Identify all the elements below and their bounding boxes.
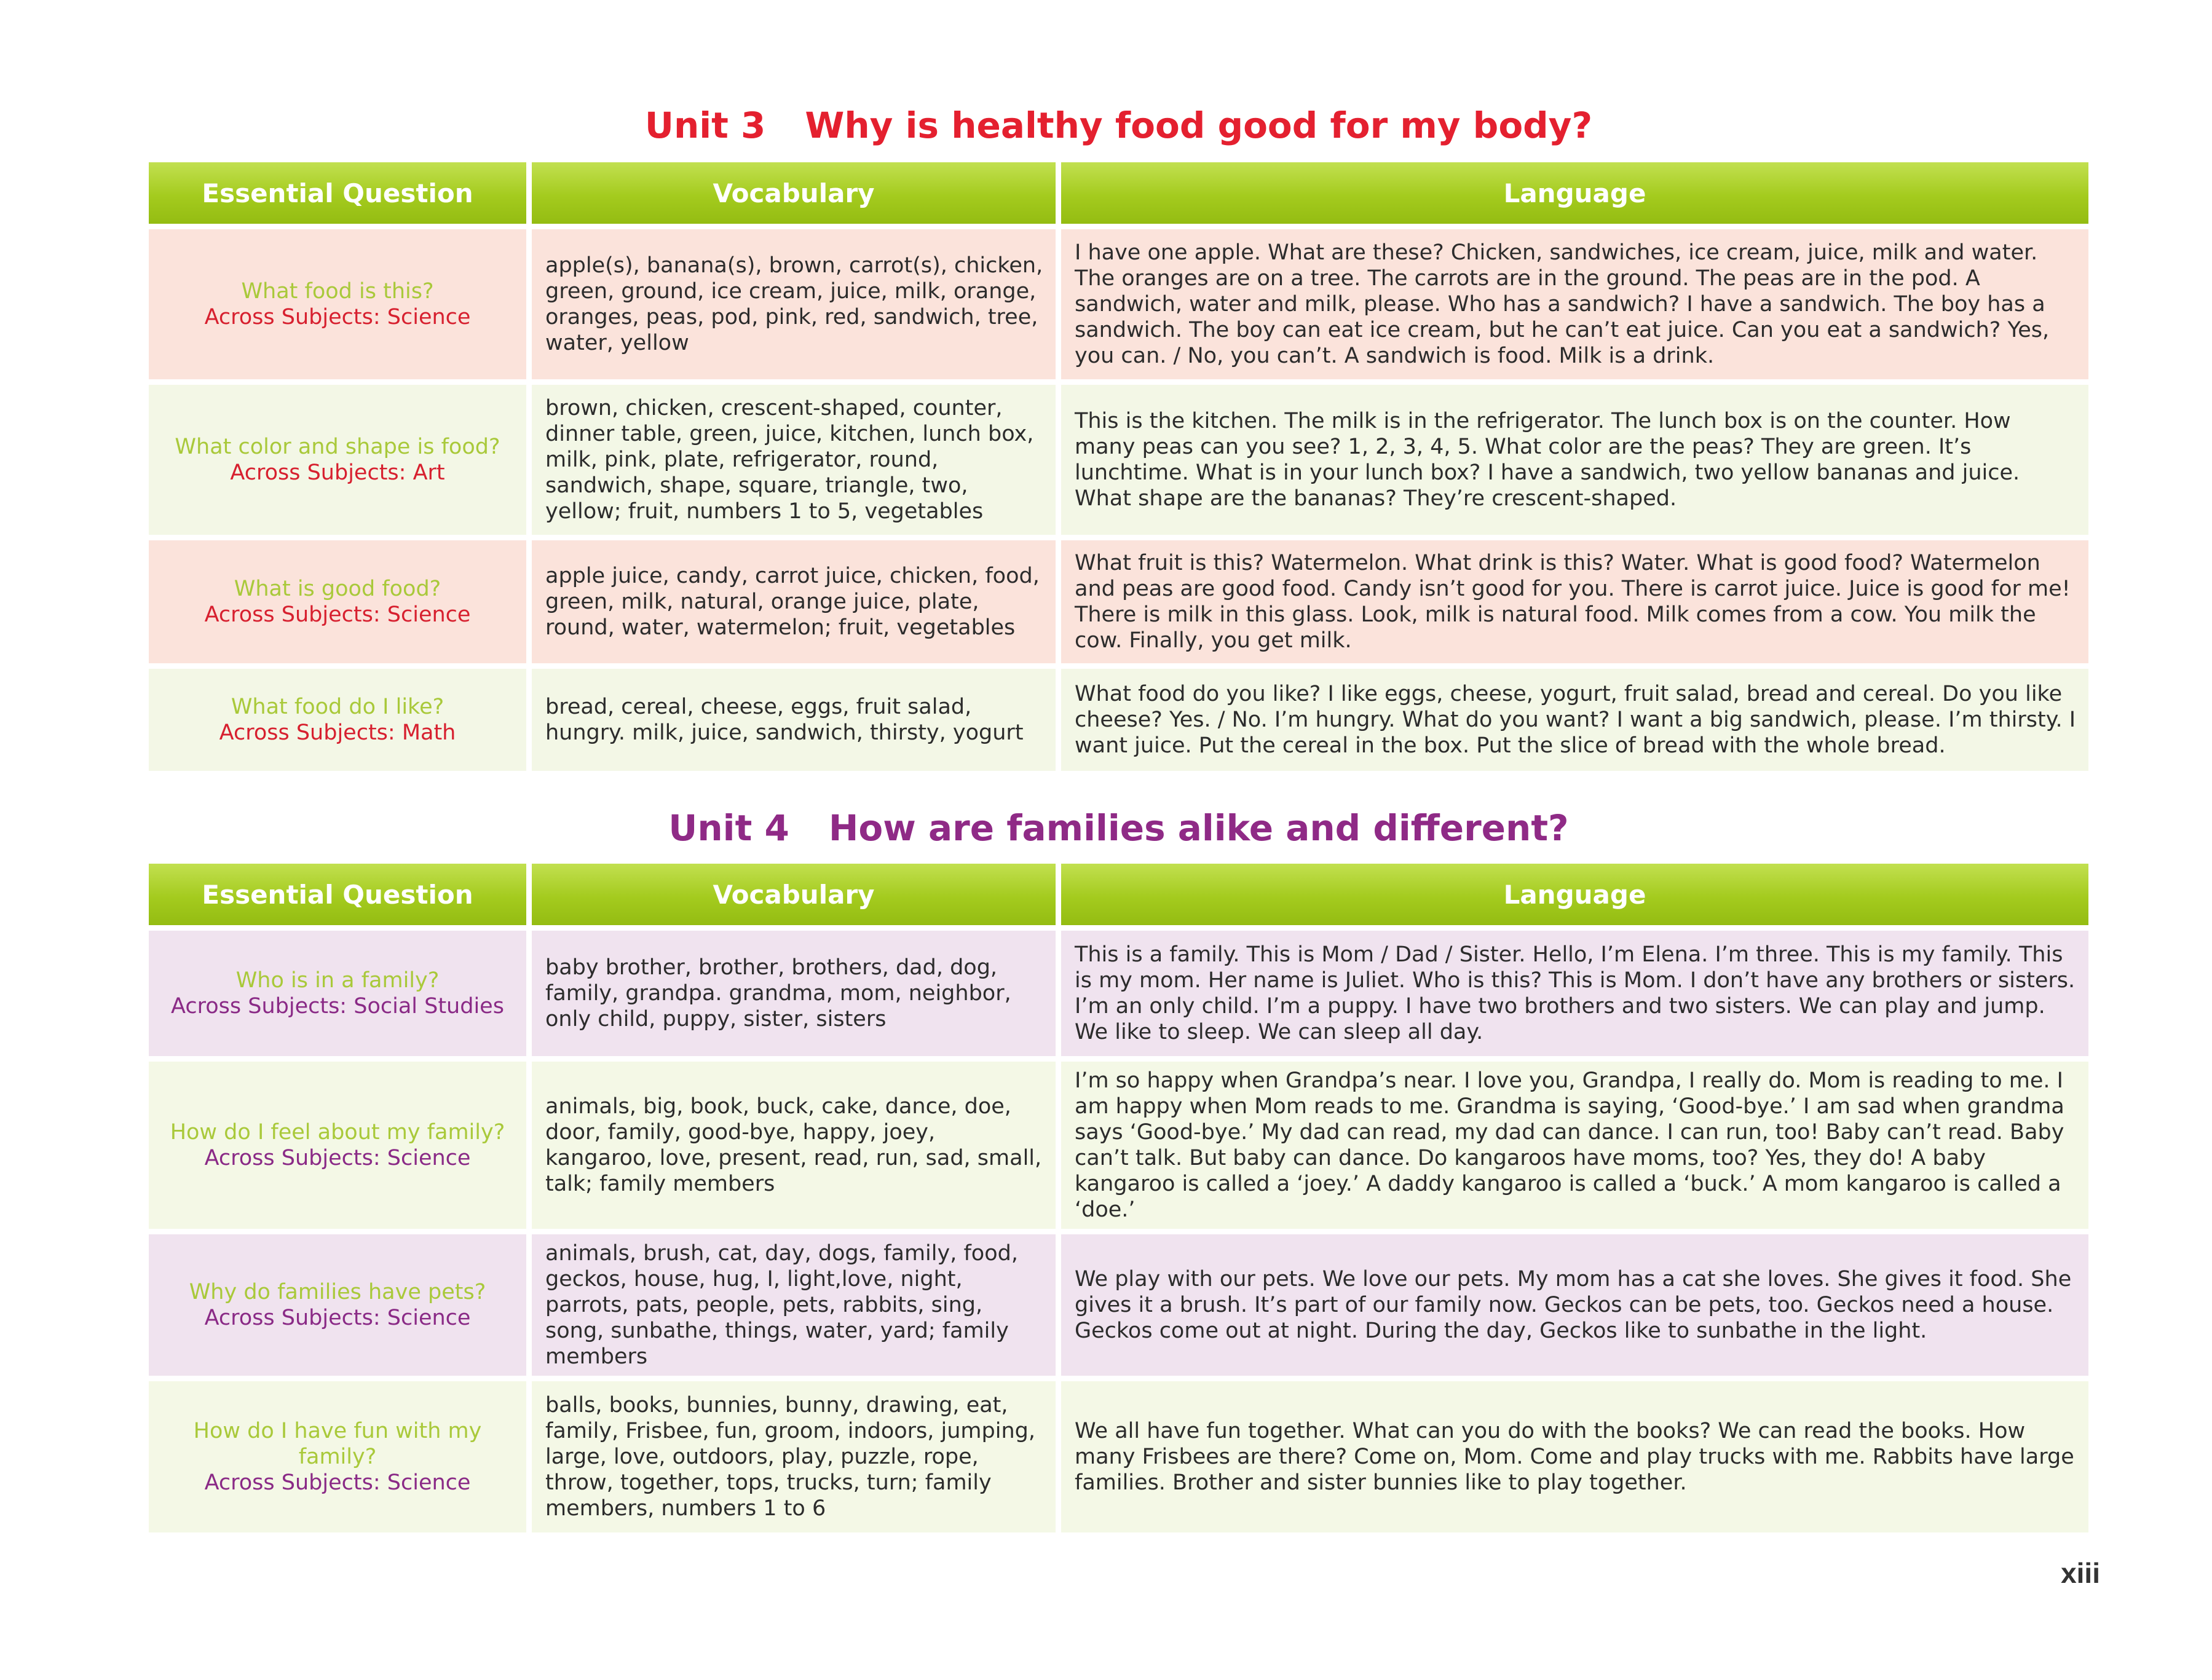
header-language: Language: [1061, 864, 2088, 925]
unit-3-number: Unit 3: [644, 105, 766, 146]
essential-question-cell: [149, 931, 526, 1056]
language-cell: I have one apple. What are these? Chicken, sandwiches, ice cream, juice, milk and water. The oranges are on a tree. The carrots are in the ground. The peas are in the pod. A sandwich, water and milk, please. Who has a sandwich? I have a sandwich. The boy has a sandwich. The boy can eat ice cream, but he can’t eat juice. Can you eat a sandwich? Yes, you can. / No, you can’t. A sandwich is food. Milk is a drink.: [1061, 229, 2088, 379]
table-header-row: [149, 864, 2088, 925]
vocabulary-cell: animals, brush, cat, day, dogs, family, food, geckos, house, hug, I, light,love, night, parrots, pats, people, pets, rabbits, sing, song, sunbathe, things, water, yard; family members: [532, 1234, 1056, 1376]
unit-4-title-text: How are families alike and different?: [828, 807, 1569, 849]
language-cell: What fruit is this? Watermelon. What drink is this? Water. What is good food? Watermelon and peas are good food. Candy isn’t good for you. There is carrot juice. Juice is good for me! There is milk in this glass. Look, milk is natural food. Milk comes from a cow. You milk the cow. Finally, you get milk.: [1061, 540, 2088, 663]
language-cell: This is the kitchen. The milk is in the refrigerator. The lunch box is on the counter. How many peas can you see? 1, 2, 3, 4, 5. What color are the peas? They are green. It’s lunchtime. What is in your lunch box? I have a sandwich, two yellow bananas and juice. What shape are the bananas? They’re crescent-shaped.: [1061, 385, 2088, 535]
table-row: [149, 1234, 2088, 1376]
language-cell: This is a family. This is Mom / Dad / Sister. Hello, I’m Elena. I’m three. This is my family. This is my mom. Her name is Juliet. Who is this? This is Mom. I don’t have any brothers or sisters. I’m an only child. I’m a puppy. I have two brothers and two sisters. We can play and jump. We like to sleep. We can sleep all day.: [1061, 931, 2088, 1056]
header-essential-question: Essential Question: [149, 162, 526, 224]
unit-4-number: Unit 4: [668, 807, 789, 849]
vocabulary-cell: apple juice, candy, carrot juice, chicken, food, green, milk, natural, orange juice, plate, round, water, watermelon; fruit, vegetables: [532, 540, 1056, 663]
essential-question: How do I have fun with my family?: [193, 1419, 482, 1469]
table-row: [149, 1381, 2088, 1532]
header-essential-question: Essential Question: [149, 864, 526, 925]
across-subjects: Across Subjects: Social Studies: [171, 994, 504, 1019]
page-number: xiii: [2061, 1557, 2100, 1589]
table-row: [149, 931, 2088, 1056]
essential-question-cell: [149, 669, 526, 771]
vocabulary-cell: brown, chicken, crescent-shaped, counter, dinner table, green, juice, kitchen, lunch box, milk, pink, plate, refrigerator, round, sandwich, shape, square, triangle, two, yellow; fruit, numbers 1 to 5, vegetables: [532, 385, 1056, 535]
essential-question-cell: [149, 1381, 526, 1532]
essential-question: What color and shape is food?: [175, 435, 500, 459]
essential-question: What is good food?: [234, 577, 441, 601]
vocabulary-cell: bread, cereal, cheese, eggs, fruit salad, hungry. milk, juice, sandwich, thirsty, yogurt: [532, 669, 1056, 771]
vocabulary-cell: balls, books, bunnies, bunny, drawing, eat, family, Frisbee, fun, groom, indoors, jumping, large, love, outdoors, play, puzzle, rope, throw, together, tops, trucks, turn; family members, numbers 1 to 6: [532, 1381, 1056, 1532]
table-row: [149, 385, 2088, 535]
across-subjects: Across Subjects: Science: [204, 1306, 471, 1330]
header-language: Language: [1061, 162, 2088, 224]
across-subjects: Across Subjects: Math: [219, 720, 456, 745]
across-subjects: Across Subjects: Science: [204, 305, 471, 329]
language-cell: What food do you like? I like eggs, cheese, yogurt, fruit salad, bread and cereal. Do you like cheese? Yes. / No. I’m hungry. What do you want? I want a big sandwich, please. I’m thirsty. I want juice. Put the cereal in the box. Put the slice of bread with the whole bread.: [1061, 669, 2088, 771]
essential-question: Why do families have pets?: [189, 1280, 486, 1304]
language-cell: We all have fun together. What can you do with the books? We can read the books. How many Frisbees are there? Come on, Mom. Come and play trucks with me. Rabbits have large families. Brother and sister bunnies like to play together.: [1061, 1381, 2088, 1532]
essential-question-cell: [149, 1234, 526, 1376]
unit-4-table: [143, 858, 2094, 1538]
unit-3-title-text: Why is healthy food good for my body?: [805, 105, 1593, 146]
header-vocabulary: Vocabulary: [532, 162, 1056, 224]
essential-question: Who is in a family?: [235, 968, 440, 993]
across-subjects: Across Subjects: Art: [230, 460, 445, 485]
across-subjects: Across Subjects: Science: [204, 1470, 471, 1495]
language-cell: We play with our pets. We love our pets. My mom has a cat she loves. She gives it food. She gives it a brush. It’s part of our family now. Geckos can be pets, too. Geckos need a house. Geckos come out at night. During the day, Geckos like to sunbathe in the light.: [1061, 1234, 2088, 1376]
language-cell: I’m so happy when Grandpa’s near. I love you, Grandpa, I really do. Mom is reading to me. I am happy when Mom reads to me. Grandma is saying, ‘Good-bye.’ I am sad when grandma says ‘Good-bye.’ My dad can read, my dad can dance. I can run, too! Baby can’t read. Baby can’t talk. But baby can dance. Do kangaroos have moms, too? Yes, they do! A baby kangaroo is called a ‘joey.’ A daddy kangaroo is called a ‘buck.’ A mom kangaroo is called a ‘doe.’: [1061, 1062, 2088, 1229]
table-row: [149, 540, 2088, 663]
unit-3-section: [149, 101, 2088, 776]
essential-question-cell: [149, 1062, 526, 1229]
table-row: [149, 229, 2088, 379]
across-subjects: Across Subjects: Science: [204, 602, 471, 627]
unit-4-section: [149, 803, 2088, 1538]
table-header-row: [149, 162, 2088, 224]
unit-3-table: [143, 157, 2094, 776]
essential-question: What food do I like?: [231, 695, 444, 719]
essential-question-cell: [149, 540, 526, 663]
unit-4-title: [149, 803, 2088, 853]
essential-question-cell: [149, 385, 526, 535]
essential-question-cell: [149, 229, 526, 379]
table-row: [149, 1062, 2088, 1229]
header-vocabulary: Vocabulary: [532, 864, 1056, 925]
vocabulary-cell: baby brother, brother, brothers, dad, dog, family, grandpa. grandma, mom, neighbor, only child, puppy, sister, sisters: [532, 931, 1056, 1056]
vocabulary-cell: apple(s), banana(s), brown, carrot(s), chicken, green, ground, ice cream, juice, milk, orange, oranges, peas, pod, pink, red, sandwich, tree, water, yellow: [532, 229, 1056, 379]
essential-question: How do I feel about my family?: [170, 1120, 505, 1145]
across-subjects: Across Subjects: Science: [204, 1146, 471, 1170]
table-row: [149, 669, 2088, 771]
essential-question: What food is this?: [241, 279, 434, 304]
vocabulary-cell: animals, big, book, buck, cake, dance, doe, door, family, good-bye, happy, joey, kangaroo, love, present, read, run, sad, small, talk; family members: [532, 1062, 1056, 1229]
unit-3-title: [149, 101, 2088, 150]
